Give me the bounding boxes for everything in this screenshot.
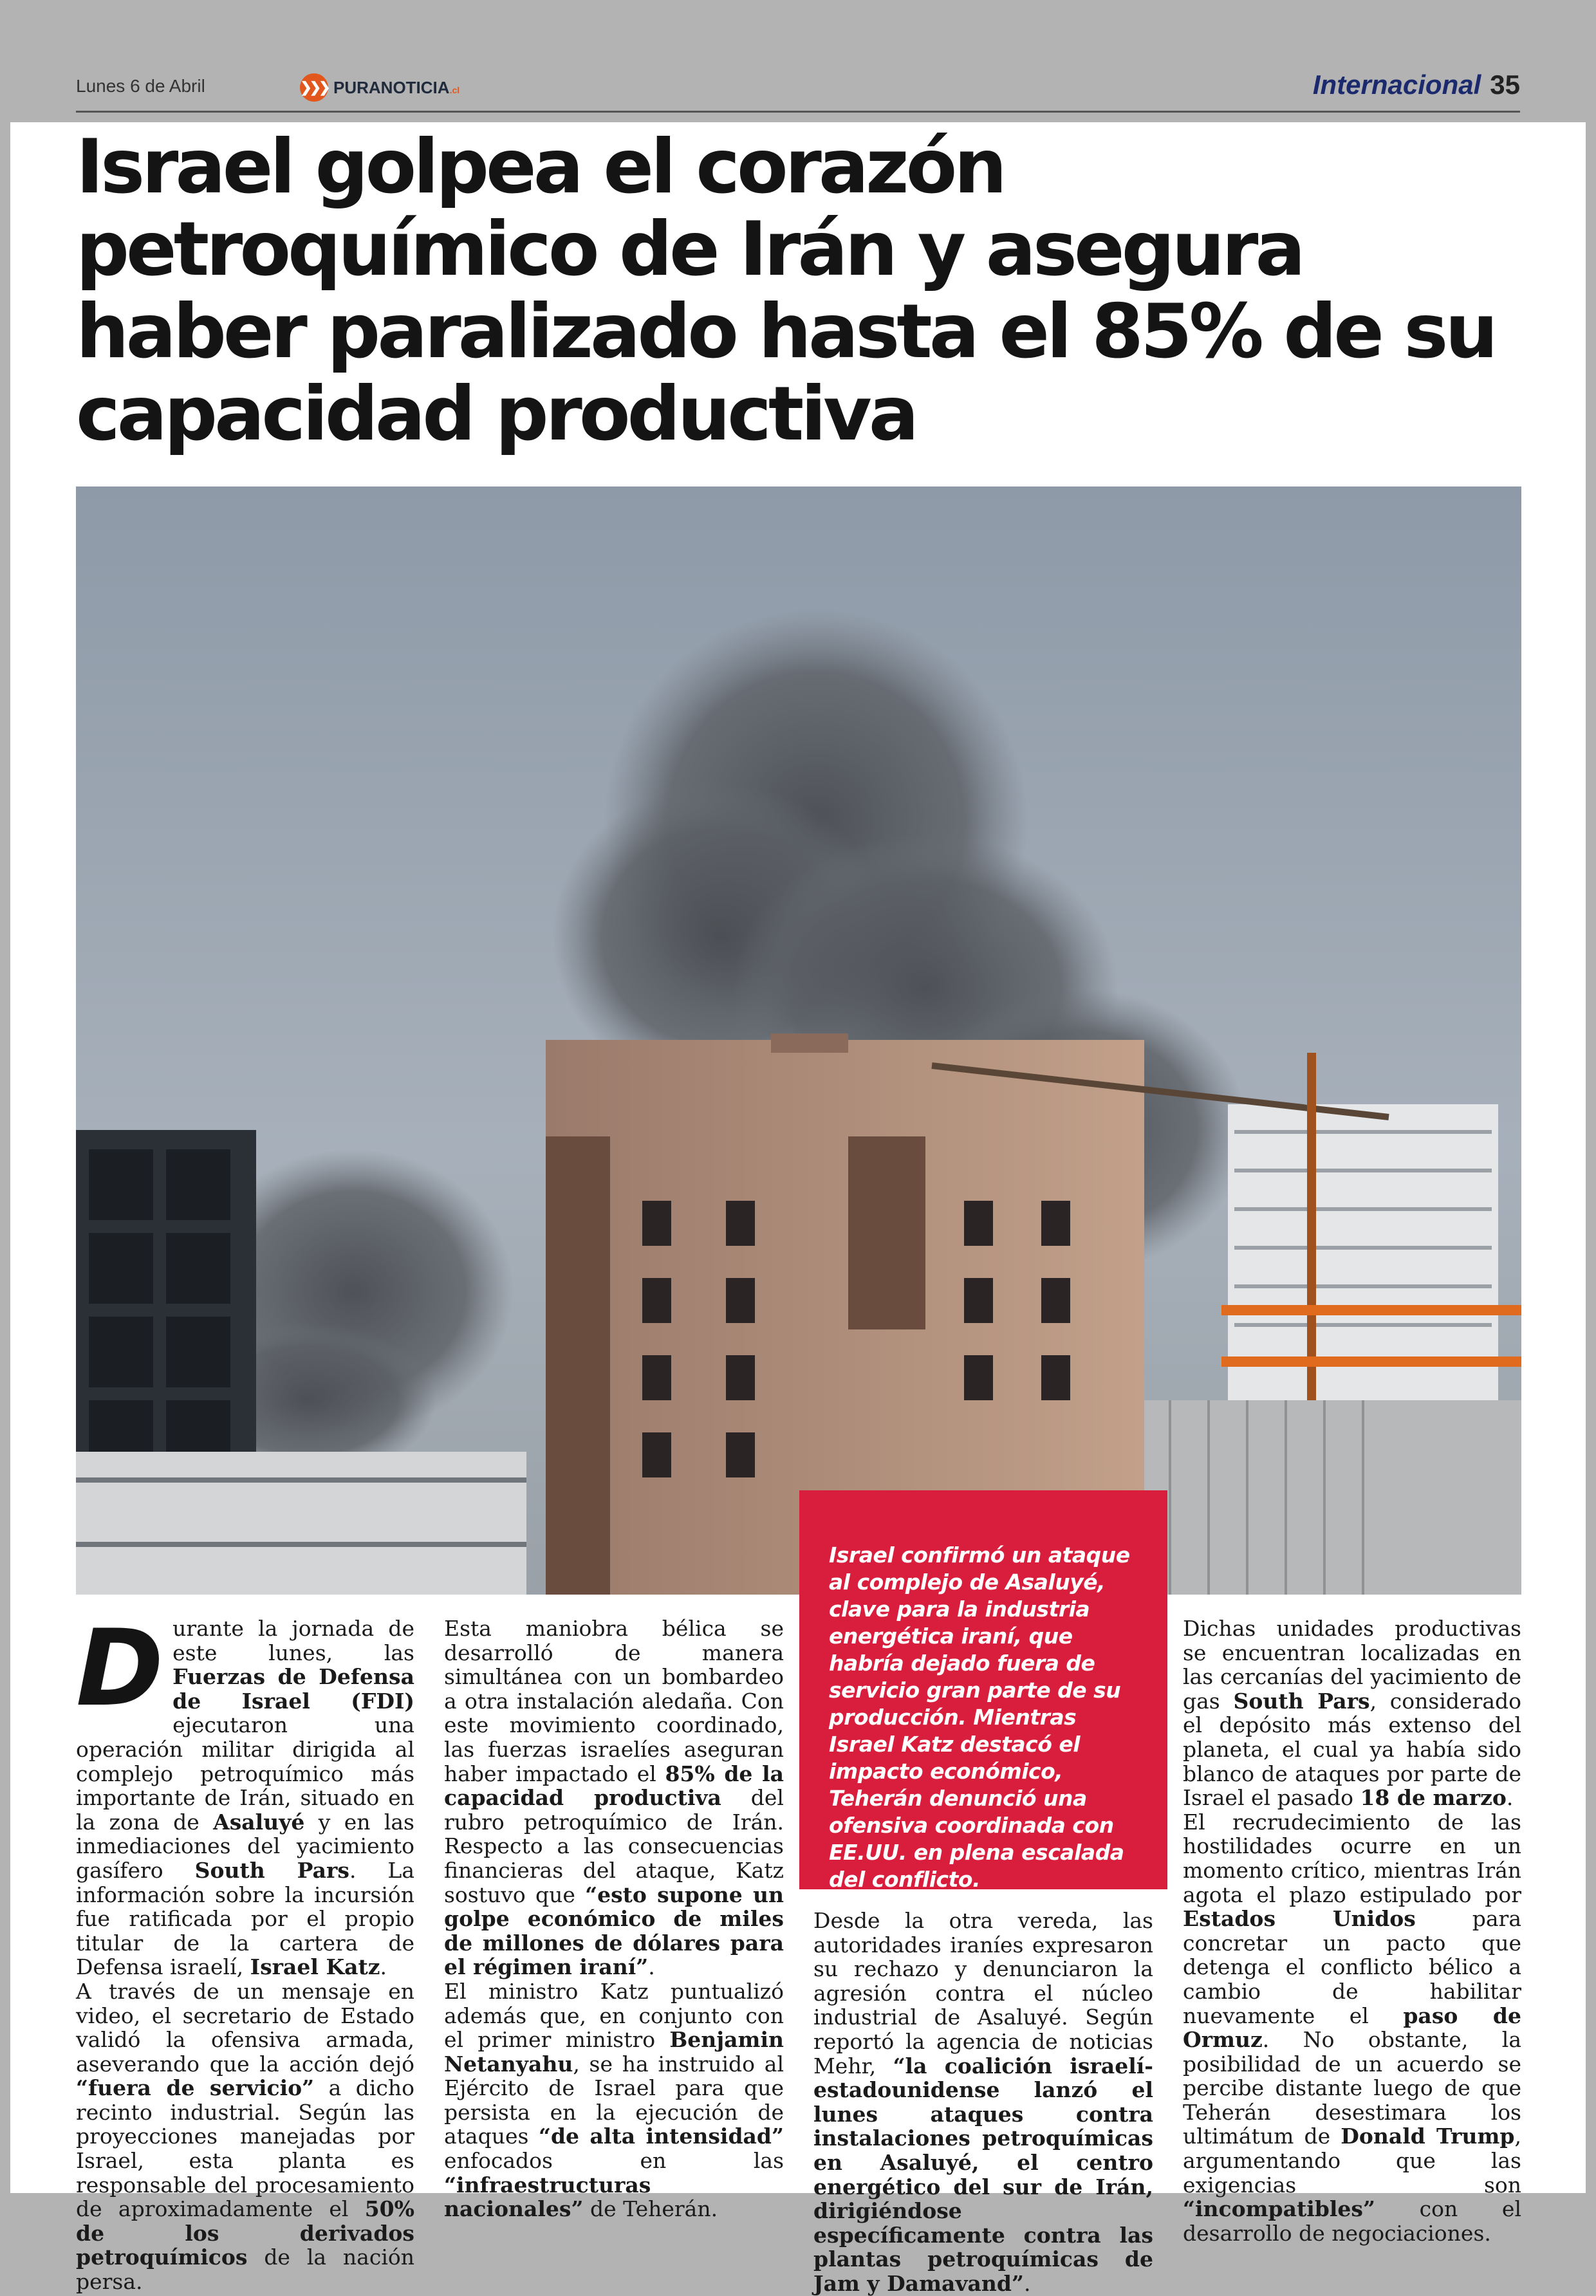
body-paragraph: Dichas unidades productivas se encuentran localizadas en las cercanías del yacimiento de gas South Pars, considerado el depósito más extenso del planeta, el cual ya había sido blanco de ataques por parte de Israel el pasado 18 de marzo. <box>1183 1616 1521 1811</box>
section-header <box>1313 69 1520 100</box>
body-paragraph: Esta maniobra bélica se desarrolló de manera simultánea con un bombardeo a otra instalación aledaña. Con este movimiento coordinado, las fuerzas israelíes aseguran haber impactado el 85% de la capacidad productiva del rubro petroquímico de Irán. Respecto a las consecuencias financieras del ataque, Katz sostuvo que “esto supone un golpe económico de miles de millones de dólares para el régimen iraní”. <box>444 1616 784 1980</box>
publication-logo <box>300 73 459 102</box>
pull-quote-text: Israel confirmó un ataque al complejo de Asaluyé, clave para la industria energética iraní, que habría dejado fuera de servicio gran parte de su producción. Mientras Israel Katz destacó el impacto económico, Teherán denunció una ofensiva coordinada con EE.UU. en plena escalada del conflicto. <box>829 1542 1130 1892</box>
body-paragraph: urante la jornada de este lunes, las Fuerzas de Defensa de Israel (FDI) ejecutaron una operación militar dirigida al complejo petroquímico más importante de Irán, situado en la zona de Asaluyé y en las inmediaciones del yacimiento gasífero South Pars. La información sobre la incursión fue ratificada por el propio titular de la cartera de Defensa israelí, Israel Katz. <box>76 1616 414 1980</box>
page-number: 35 <box>1490 69 1520 100</box>
section-name: Internacional <box>1312 69 1481 100</box>
article-photo <box>76 486 1521 1595</box>
body-paragraph: Desde la otra vereda, las autoridades iraníes expresaron su rechazo y denunciaron la agresión contra el núcleo industrial de Asaluyé. Según reportó la agencia de noticias Mehr, “la coalición israelí-estadounidense lanzó el lunes ataques contra instalaciones petroquímicas en Asaluyé, el centro energético del sur de Irán, dirigiéndose específicamente contra las plantas petroquímicas de Jam y Damavand”. <box>813 1908 1153 2296</box>
body-paragraph: El recrudecimiento de las hostilidades ocurre en un momento crítico, mientras Irán agota el plazo estipulado por Estados Unidos para concretar un pacto que detenga el conflicto bélico a cambio de habilitar nuevamente el paso de Ormuz. No obstante, la posibilidad de un acuerdo se percibe distante luego de que Teherán desestimara los ultimátum de Donald Trump, argumentando que las exigencias son “incompatibles” con el desarrollo de negociaciones. <box>1183 1809 1521 2246</box>
body-column-4 <box>1183 1616 1521 2245</box>
pull-quote <box>799 1490 1167 1892</box>
body-column-2 <box>444 1616 784 2221</box>
chevrons-icon: ❯❯❯ <box>300 73 328 102</box>
logo-name: PURANOTICIA <box>333 77 450 97</box>
header-rule <box>76 111 1520 113</box>
body-paragraph: El ministro Katz puntualizó además que, en conjunto con el primer ministro Benjamin Netanyahu, se ha instruido al Ejército de Israel para que persista en la ejecución de ataques “de alta intensidad” enfocados en las “infraestructuras nacionales” de Teherán. <box>444 1978 784 2222</box>
headline: Israel golpea el corazón petroquímico de Irán y asegura haber paralizado hasta el 85% de su capacidad productiva <box>76 124 1495 458</box>
drop-cap: D <box>76 1607 164 1730</box>
logo-suffix: .cl <box>449 84 460 95</box>
body-column-3 <box>813 1909 1153 2296</box>
body-column-1 <box>76 1607 414 2295</box>
body-paragraph: A través de un mensaje en video, el secretario de Estado validó la ofensiva armada, aseverando que la acción dejó “fuera de servicio” a dicho recinto industrial. Según las proyecciones manejadas por Israel, esta planta es responsable del procesamiento de aproximadamente el 50% de los derivados petroquímicos de la nación persa. <box>76 1978 414 2295</box>
issue-date: Lunes 6 de Abril <box>76 76 205 96</box>
